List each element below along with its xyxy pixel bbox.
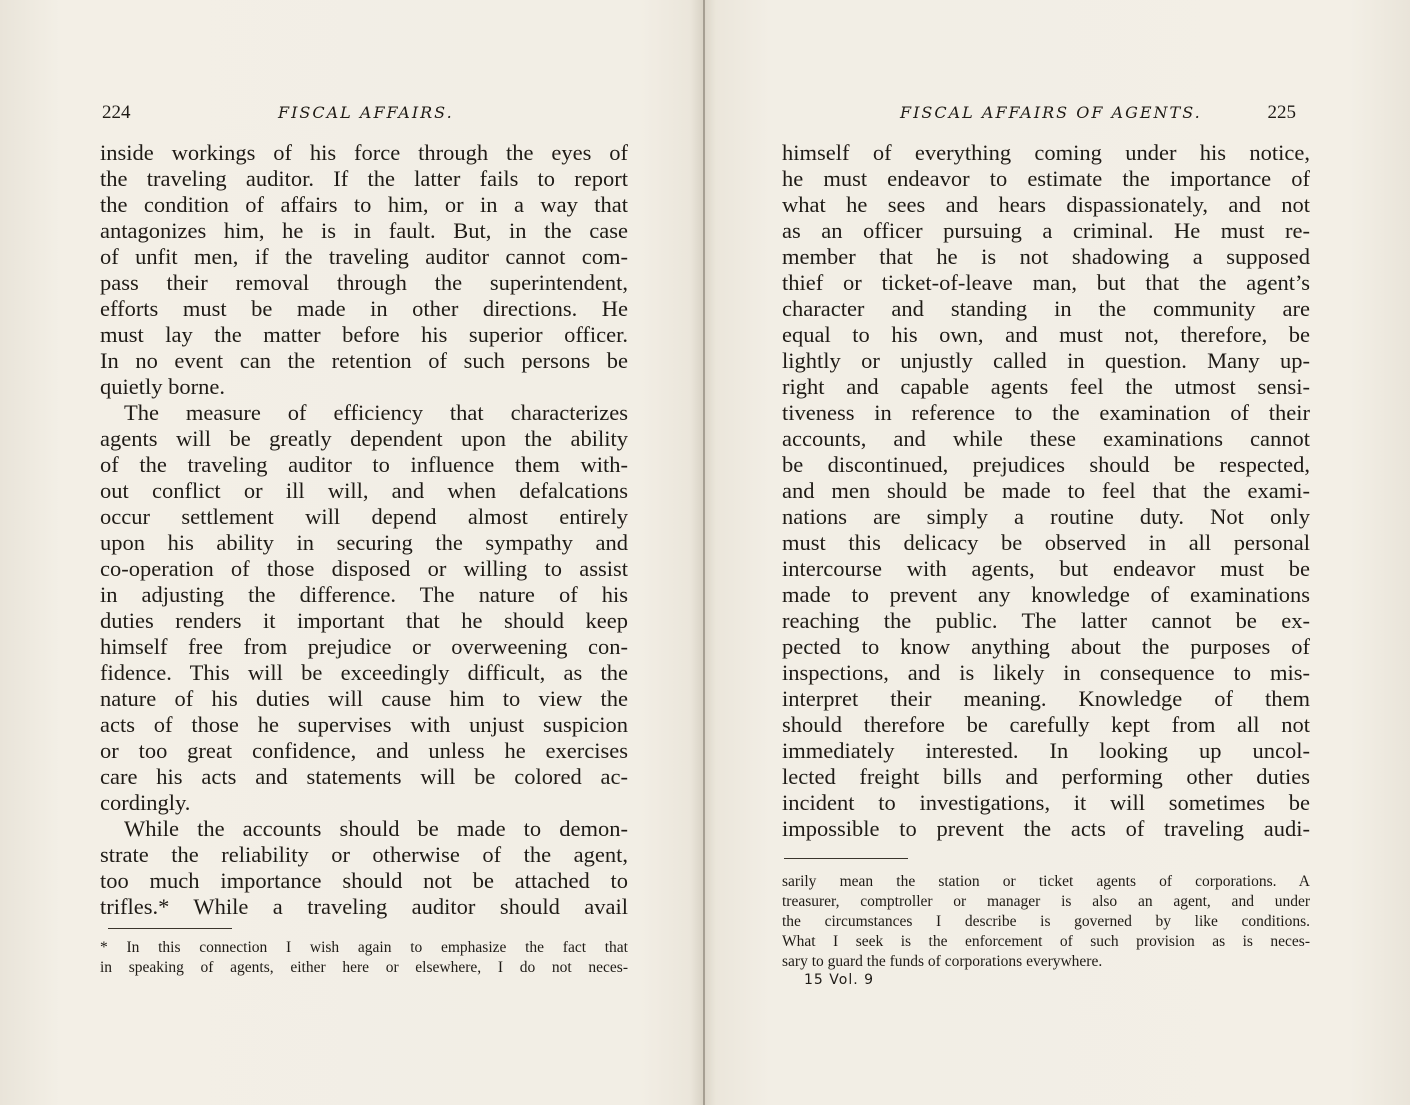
text-line: and men should be made to feel that the exami- (782, 478, 1310, 503)
text-line: inspections, and is likely in consequence to mis- (782, 660, 1310, 685)
left-running-head: FISCAL AFFAIRS. (278, 103, 454, 122)
footnote-line: treasurer, comptroller or manager is also an agent, and under (782, 893, 1310, 910)
text-line: must this delicacy be observed in all personal (782, 530, 1310, 555)
text-line: strate the reliability or otherwise of the agent, (100, 842, 628, 867)
right-footnote (782, 872, 1310, 972)
footnote-line: sary to guard the funds of corporations everywhere. (782, 953, 1103, 970)
text-line: immediately interested. In looking up uncol- (782, 738, 1310, 763)
text-line: upon his ability in securing the sympathy and (100, 530, 628, 555)
right-page-body (782, 140, 1310, 842)
text-line: The measure of efficiency that characterizes (124, 400, 628, 425)
text-line: efforts must be made in other directions. He (100, 296, 628, 321)
text-line: impossible to prevent the acts of traveling audi- (782, 816, 1310, 841)
text-line: inside workings of his force through the eyes of (100, 140, 628, 165)
left-page-number: 224 (102, 102, 131, 123)
text-line: of unfit men, if the traveling auditor cannot com- (100, 244, 628, 269)
text-line: nations are simply a routine duty. Not only (782, 504, 1310, 529)
text-line: member that he is not shadowing a supposed (782, 244, 1310, 269)
text-line: incident to investigations, it will sometimes be (782, 790, 1310, 815)
text-line: must lay the matter before his superior officer. (100, 322, 628, 347)
footnote-line: in speaking of agents, either here or elsewhere, I do not neces- (100, 959, 628, 976)
text-line: antagonizes him, he is in fault. But, in the case (100, 218, 628, 243)
left-page (100, 0, 628, 1105)
text-line: agents will be greatly dependent upon the ability (100, 426, 628, 451)
footnote-line: the circumstances I describe is governed by like conditions. (782, 913, 1310, 930)
right-page-number: 225 (1267, 102, 1296, 123)
text-line: co-operation of those disposed or willing to assist (100, 556, 628, 581)
text-line: nature of his duties will cause him to view the (100, 686, 628, 711)
text-line: duties renders it important that he should keep (100, 608, 628, 633)
text-line: While the accounts should be made to demon- (124, 816, 628, 841)
text-line: acts of those he supervises with unjust suspicion (100, 712, 628, 737)
text-line: too much importance should not be attached to (100, 868, 628, 893)
text-line: in adjusting the difference. The nature of his (100, 582, 628, 607)
left-page-body (100, 140, 628, 920)
text-line: interpret their meaning. Knowledge of them (782, 686, 1310, 711)
text-line: fidence. This will be exceedingly difficult, as the (100, 660, 628, 685)
footnote-line: What I seek is the enforcement of such provision as is neces- (782, 933, 1310, 950)
text-line: care his acts and statements will be colored ac- (100, 764, 628, 789)
text-line: made to prevent any knowledge of examinations (782, 582, 1310, 607)
left-footnote-rule (108, 928, 232, 929)
footnote-line: sarily mean the station or ticket agents of corporations. A (782, 873, 1310, 890)
text-line: intercourse with agents, but endeavor must be (782, 556, 1310, 581)
text-line: himself of everything coming under his notice, (782, 140, 1310, 165)
footnote-line: * In this connection I wish again to emphasize the fact that (100, 939, 628, 956)
text-line: In no event can the retention of such persons be (100, 348, 628, 373)
text-line: right and capable agents feel the utmost sensi- (782, 374, 1310, 399)
text-line: or too great confidence, and unless he exercises (100, 738, 628, 763)
text-line: himself free from prejudice or overweening con- (100, 634, 628, 659)
text-line: equal to his own, and must not, therefore, be (782, 322, 1310, 347)
text-line: pected to know anything about the purposes of (782, 634, 1310, 659)
right-page (782, 0, 1310, 1105)
text-line: lected freight bills and performing other duties (782, 764, 1310, 789)
text-line: occur settlement will depend almost entirely (100, 504, 628, 529)
text-line: be discontinued, prejudices should be respected, (782, 452, 1310, 477)
text-line: should therefore be carefully kept from all not (782, 712, 1310, 737)
text-line: as an officer pursuing a criminal. He must re- (782, 218, 1310, 243)
text-line: the traveling auditor. If the latter fails to report (100, 166, 628, 191)
signature-mark: 15 Vol. 9 (804, 972, 875, 988)
text-line: tiveness in reference to the examination of their (782, 400, 1310, 425)
text-line: quietly borne. (100, 374, 225, 399)
text-line: trifles.* While a traveling auditor should avail (100, 894, 628, 919)
text-line: thief or ticket-of-leave man, but that the agent’s (782, 270, 1310, 295)
left-footnote (100, 938, 628, 978)
text-line: pass their removal through the superintendent, (100, 270, 628, 295)
text-line: what he sees and hears dispassionately, and not (782, 192, 1310, 217)
text-line: the condition of affairs to him, or in a way that (100, 192, 628, 217)
text-line: reaching the public. The latter cannot be ex- (782, 608, 1310, 633)
right-running-head: FISCAL AFFAIRS OF AGENTS. (900, 103, 1202, 122)
text-line: cordingly. (100, 790, 191, 815)
right-page-header (782, 98, 1310, 128)
text-line: of the traveling auditor to influence them with- (100, 452, 628, 477)
book-gutter (703, 0, 705, 1105)
text-line: accounts, and while these examinations cannot (782, 426, 1310, 451)
text-line: he must endeavor to estimate the importance of (782, 166, 1310, 191)
text-line: out conflict or ill will, and when defalcations (100, 478, 628, 503)
text-line: character and standing in the community are (782, 296, 1310, 321)
text-line: lightly or unjustly called in question. Many up- (782, 348, 1310, 373)
right-footnote-rule (784, 858, 908, 859)
left-page-header (100, 98, 628, 128)
